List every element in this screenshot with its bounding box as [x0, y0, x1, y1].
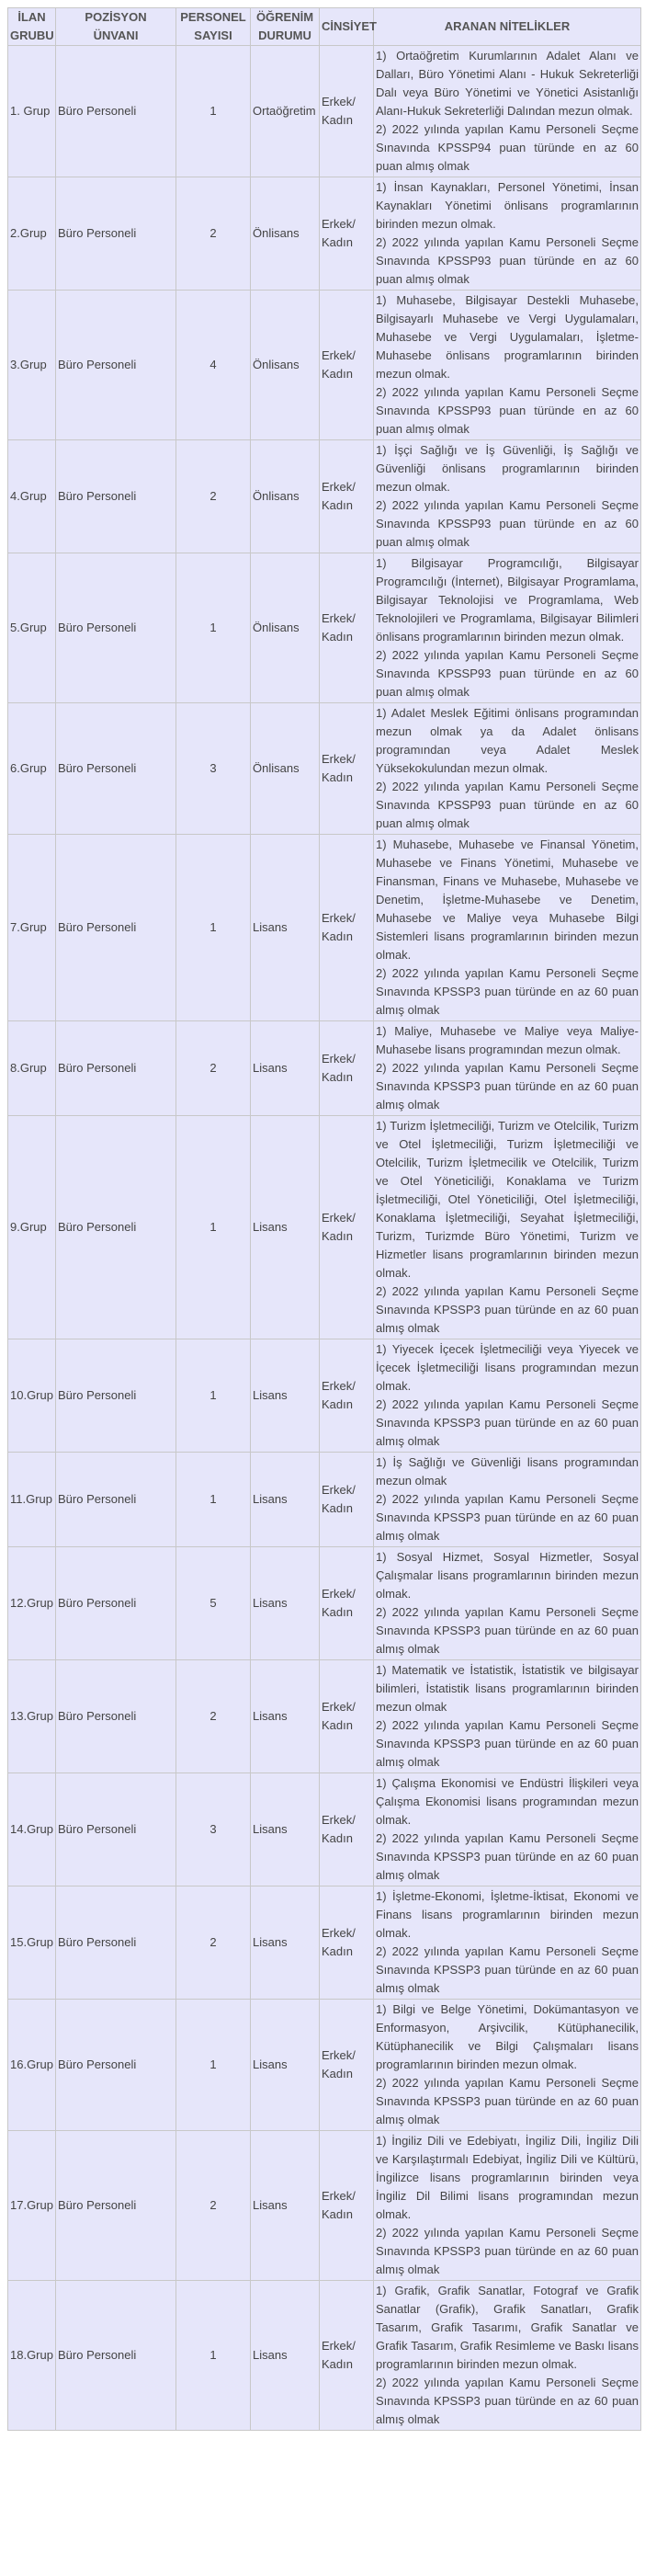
qualification-2: 2) 2022 yılında yapılan Kamu Personeli Seçme Sınavında KPSSP3 puan türünde en az 60 puan almış olmak [376, 966, 639, 1017]
cell-ilan-grubu: 8.Grup [8, 1021, 56, 1116]
cell-cinsiyet [320, 177, 374, 291]
qualification-2: 2) 2022 yılında yapılan Kamu Personeli Seçme Sınavında KPSSP3 puan türünde en az 60 puan almış olmak [376, 2376, 639, 2426]
cell-aranan-nitelikler [374, 2131, 641, 2281]
cell-personel-sayisi: 3 [176, 1773, 251, 1886]
cell-ilan-grubu: 11.Grup [8, 1453, 56, 1547]
qualification-1: 1) Bilgi ve Belge Yönetimi, Dokümantasyon ve Enformasyon, Arşivcilik, Kütüphanecilik, Kütüphanecilik ve Bilgi Çalışmaları lisans programlarının birinden mezun olmak. [376, 2002, 639, 2071]
cell-ogrenim-durumu: Önlisans [251, 703, 320, 835]
cell-cinsiyet [320, 1021, 374, 1116]
cell-ogrenim-durumu: Lisans [251, 1773, 320, 1886]
cell-personel-sayisi: 2 [176, 177, 251, 291]
table-row [8, 291, 641, 440]
table-row [8, 1339, 641, 1453]
gender-line: Kadın [322, 630, 353, 644]
cell-personel-sayisi: 2 [176, 1886, 251, 2000]
header-line: İLAN [17, 10, 46, 24]
cell-aranan-nitelikler [374, 1660, 641, 1773]
qualification-1: 1) Turizm İşletmeciliği, Turizm ve Otelcilik, Turizm ve Otel İşletmeciliği, Turizm İşletmeciliği ve Otelcilik, Turizm İşletmecilik ve Otelcilik, Turizm ve Otel Yöneticiliği, Konaklama ve Turizm İşletmeciliği, Otel Yöneticiliği, Otel İşletmeciliği, Konaklama İşletmeciliği, Seyahat İşletmeciliği, Turizm, Turizmde Büro Yönetimi, Turizm ve Hizmetler lisans programlarının birinden mezun olmak. [376, 1119, 639, 1280]
qualification-1: 1) Sosyal Hizmet, Sosyal Hizmetler, Sosyal Çalışmalar lisans programlarının birinden mezun olmak. [376, 1550, 639, 1601]
table-row [8, 177, 641, 291]
gender-line: Kadın [322, 1070, 353, 1084]
cell-ogrenim-durumu: Lisans [251, 2000, 320, 2131]
qualification-2: 2) 2022 yılında yapılan Kamu Personeli Seçme Sınavında KPSSP3 puan türünde en az 60 puan almış olmak [376, 1492, 639, 1543]
gender-line: Kadın [322, 2357, 353, 2371]
cell-ilan-grubu: 13.Grup [8, 1660, 56, 1773]
table-row [8, 2281, 641, 2431]
qualification-1: 1) İnsan Kaynakları, Personel Yönetimi, İnsan Kaynakları Yönetimi önlisans programlarının birinden mezun olmak. [376, 180, 639, 231]
table-row [8, 46, 641, 177]
cell-ilan-grubu: 17.Grup [8, 2131, 56, 2281]
cell-aranan-nitelikler [374, 553, 641, 703]
qualification-2: 2) 2022 yılında yapılan Kamu Personeli Seçme Sınavında KPSSP3 puan türünde en az 60 puan almış olmak [376, 1718, 639, 1769]
cell-ogrenim-durumu: Ortaöğretim [251, 46, 320, 177]
header-line: SAYISI [194, 28, 232, 42]
cell-aranan-nitelikler [374, 46, 641, 177]
cell-personel-sayisi: 4 [176, 291, 251, 440]
cell-aranan-nitelikler [374, 1021, 641, 1116]
cell-personel-sayisi: 1 [176, 553, 251, 703]
qualification-1: 1) Çalışma Ekonomisi ve Endüstri İlişkileri veya Çalışma Ekonomisi lisans programından mezun olmak. [376, 1776, 639, 1827]
header-cinsiyet [320, 8, 377, 46]
cell-aranan-nitelikler [374, 1886, 641, 2000]
cell-cinsiyet [320, 1339, 374, 1453]
cell-cinsiyet [320, 553, 374, 703]
cell-pozisyon-unvani: Büro Personeli [56, 177, 176, 291]
cell-cinsiyet [320, 1886, 374, 2000]
table-row [8, 703, 641, 835]
qualification-2: 2) 2022 yılında yapılan Kamu Personeli Seçme Sınavında KPSSP3 puan türünde en az 60 puan almış olmak [376, 1061, 639, 1111]
cell-pozisyon-unvani: Büro Personeli [56, 703, 176, 835]
cell-personel-sayisi: 1 [176, 46, 251, 177]
qualification-1: 1) İngiliz Dili ve Edebiyatı, İngiliz Dili, İngiliz Dili ve Karşılaştırmalı Edebiyat, İngiliz Dili ve Kültürü, İngilizce lisans programlarının birinden veya İngiliz Dil Bilimi lisans programından mezun olmak. [376, 2134, 639, 2221]
cell-ilan-grubu: 3.Grup [8, 291, 56, 440]
cell-ilan-grubu: 14.Grup [8, 1773, 56, 1886]
cell-ogrenim-durumu: Lisans [251, 1116, 320, 1339]
qualification-2: 2) 2022 yılında yapılan Kamu Personeli Seçme Sınavında KPSSP3 puan türünde en az 60 puan almış olmak [376, 1397, 639, 1448]
qualification-2: 2) 2022 yılında yapılan Kamu Personeli Seçme Sınavında KPSSP3 puan türünde en az 60 puan almış olmak [376, 1944, 639, 1995]
table-row [8, 1453, 641, 1547]
gender-line: Kadın [322, 770, 353, 784]
gender-line: Erkek/ [322, 217, 356, 231]
table-row [8, 553, 641, 703]
qualification-1: 1) Adalet Meslek Eğitimi önlisans programından mezun olmak ya da Adalet önlisans programından veya Adalet Meslek Yüksekokulundan mezun olmak. [376, 706, 639, 775]
cell-ogrenim-durumu: Lisans [251, 1453, 320, 1547]
table-header-row [8, 8, 641, 46]
cell-ilan-grubu: 9.Grup [8, 1116, 56, 1339]
gender-line: Erkek/ [322, 1926, 356, 1940]
cell-cinsiyet [320, 440, 374, 553]
qualification-1: 1) Maliye, Muhasebe ve Maliye veya Maliye-Muhasebe lisans programından mezun olmak. [376, 1024, 639, 1056]
gender-line: Kadın [322, 1501, 353, 1515]
cell-aranan-nitelikler [374, 2000, 641, 2131]
gender-line: Erkek/ [322, 1379, 356, 1393]
cell-personel-sayisi: 1 [176, 835, 251, 1021]
cell-aranan-nitelikler [374, 177, 641, 291]
qualification-2: 2) 2022 yılında yapılan Kamu Personeli Seçme Sınavında KPSSP3 puan türünde en az 60 puan almış olmak [376, 1605, 639, 1656]
cell-ogrenim-durumu: Önlisans [251, 440, 320, 553]
header-line: ARANAN NİTELİKLER [444, 19, 571, 33]
cell-ogrenim-durumu: Lisans [251, 1886, 320, 2000]
cell-ogrenim-durumu: Önlisans [251, 291, 320, 440]
gender-line: Erkek/ [322, 2339, 356, 2353]
qualification-1: 1) Bilgisayar Programcılığı, Bilgisayar Programcılığı (İnternet), Bilgisayar Programlama, Bilgisayar Teknolojisi ve Programlama, Web Teknolojileri ve Programlama, Bilgisayar Bilimleri önlisans programlarının birinden mezun olmak. [376, 556, 639, 644]
qualification-1: 1) Grafik, Grafik Sanatlar, Fotograf ve Grafik Sanatlar (Grafik), Grafik Sanatları, Grafik Tasarım, Grafik Tasarımı, Grafik Sanatlar ve Grafik Tasarım, Grafik Resimleme ve Baskı lisans programlarının birinden mezun olmak. [376, 2284, 639, 2371]
cell-personel-sayisi: 1 [176, 1339, 251, 1453]
qualification-1: 1) Muhasebe, Bilgisayar Destekli Muhasebe, Bilgisayarlı Muhasebe ve Vergi Uygulamaları, Muhasebe ve Vergi Uygulamaları, İşletme-Muhasebe önlisans programlarının birinden mezun olmak. [376, 293, 639, 381]
qualification-2: 2) 2022 yılında yapılan Kamu Personeli Seçme Sınavında KPSSP3 puan türünde en az 60 puan almış olmak [376, 1284, 639, 1335]
cell-aranan-nitelikler [374, 440, 641, 553]
gender-line: Kadın [322, 1718, 353, 1732]
header-line: CİNSİYET [322, 19, 377, 33]
gender-line: Kadın [322, 113, 353, 127]
cell-pozisyon-unvani: Büro Personeli [56, 1886, 176, 2000]
cell-cinsiyet [320, 2000, 374, 2131]
cell-ogrenim-durumu: Lisans [251, 1660, 320, 1773]
cell-ogrenim-durumu: Lisans [251, 1021, 320, 1116]
gender-line: Erkek/ [322, 611, 356, 625]
cell-ilan-grubu: 18.Grup [8, 2281, 56, 2431]
gender-line: Kadın [322, 1944, 353, 1958]
cell-aranan-nitelikler [374, 703, 641, 835]
gender-line: Erkek/ [322, 1211, 356, 1225]
header-line: DURUMU [258, 28, 311, 42]
cell-ilan-grubu: 15.Grup [8, 1886, 56, 2000]
table-row [8, 1547, 641, 1660]
cell-aranan-nitelikler [374, 1773, 641, 1886]
header-personel-sayisi [176, 8, 251, 46]
qualification-1: 1) Ortaöğretim Kurumlarının Adalet Alanı ve Dalları, Büro Yönetimi Alanı - Hukuk Sekreterliği Dalı veya Büro Yönetimi ve Yönetici Asistanlığı Alanı-Hukuk Sekreterliği Dalından mezun olmak. [376, 49, 639, 118]
cell-personel-sayisi: 2 [176, 2131, 251, 2281]
cell-personel-sayisi: 5 [176, 1547, 251, 1660]
cell-cinsiyet [320, 2131, 374, 2281]
cell-ilan-grubu: 1. Grup [8, 46, 56, 177]
gender-line: Kadın [322, 367, 353, 381]
qualification-2: 2) 2022 yılında yapılan Kamu Personeli Seçme Sınavında KPSSP94 puan türünde en az 60 puan almış olmak [376, 122, 639, 173]
gender-line: Erkek/ [322, 2048, 356, 2062]
cell-personel-sayisi: 2 [176, 440, 251, 553]
table-row [8, 2131, 641, 2281]
gender-line: Erkek/ [322, 911, 356, 925]
cell-ogrenim-durumu: Lisans [251, 2131, 320, 2281]
cell-ogrenim-durumu: Lisans [251, 1547, 320, 1660]
cell-personel-sayisi: 1 [176, 1453, 251, 1547]
cell-aranan-nitelikler [374, 1547, 641, 1660]
header-line: GRUBU [10, 28, 54, 42]
qualification-1: 1) İş Sağlığı ve Güvenliği lisans programından mezun olmak [376, 1455, 639, 1487]
cell-pozisyon-unvani: Büro Personeli [56, 1339, 176, 1453]
gender-line: Erkek/ [322, 1587, 356, 1601]
cell-personel-sayisi: 2 [176, 1021, 251, 1116]
cell-aranan-nitelikler [374, 2281, 641, 2431]
cell-cinsiyet [320, 835, 374, 1021]
cell-ogrenim-durumu: Önlisans [251, 553, 320, 703]
header-line: ÜNVANI [93, 28, 139, 42]
cell-pozisyon-unvani: Büro Personeli [56, 1021, 176, 1116]
gender-line: Erkek/ [322, 2189, 356, 2203]
cell-aranan-nitelikler [374, 835, 641, 1021]
qualification-2: 2) 2022 yılında yapılan Kamu Personeli Seçme Sınavında KPSSP3 puan türünde en az 60 puan almış olmak [376, 2076, 639, 2126]
cell-ogrenim-durumu: Lisans [251, 835, 320, 1021]
cell-pozisyon-unvani: Büro Personeli [56, 1116, 176, 1339]
table-row [8, 835, 641, 1021]
qualification-2: 2) 2022 yılında yapılan Kamu Personeli Seçme Sınavında KPSSP93 puan türünde en az 60 puan almış olmak [376, 498, 639, 549]
cell-cinsiyet [320, 291, 374, 440]
cell-aranan-nitelikler [374, 1453, 641, 1547]
cell-pozisyon-unvani: Büro Personeli [56, 1453, 176, 1547]
table-row [8, 1886, 641, 2000]
qualification-2: 2) 2022 yılında yapılan Kamu Personeli Seçme Sınavında KPSSP93 puan türünde en az 60 puan almış olmak [376, 780, 639, 830]
qualification-1: 1) Muhasebe, Muhasebe ve Finansal Yönetim, Muhasebe ve Finans Yönetimi, Muhasebe ve Finansman, Finans ve Muhasebe, Muhasebe ve Denetim, İşletme-Muhasebe ve Denetim, Muhasebe ve Maliye veya Muhasebe Bilgi Sistemleri lisans programlarının birinden mezun olmak. [376, 838, 639, 962]
gender-line: Kadın [322, 1605, 353, 1619]
cell-personel-sayisi: 1 [176, 1116, 251, 1339]
cell-pozisyon-unvani: Büro Personeli [56, 835, 176, 1021]
cell-aranan-nitelikler [374, 291, 641, 440]
cell-pozisyon-unvani: Büro Personeli [56, 1660, 176, 1773]
cell-ogrenim-durumu: Önlisans [251, 177, 320, 291]
gender-line: Kadın [322, 929, 353, 943]
cell-ilan-grubu: 7.Grup [8, 835, 56, 1021]
cell-cinsiyet [320, 1773, 374, 1886]
gender-line: Erkek/ [322, 1052, 356, 1066]
cell-personel-sayisi: 1 [176, 2281, 251, 2431]
cell-ogrenim-durumu: Lisans [251, 2281, 320, 2431]
qualification-2: 2) 2022 yılında yapılan Kamu Personeli Seçme Sınavında KPSSP93 puan türünde en az 60 puan almış olmak [376, 648, 639, 699]
cell-pozisyon-unvani: Büro Personeli [56, 2281, 176, 2431]
cell-cinsiyet [320, 1116, 374, 1339]
cell-ilan-grubu: 5.Grup [8, 553, 56, 703]
header-line: ÖĞRENİM [255, 10, 314, 24]
gender-line: Kadın [322, 498, 353, 512]
cell-aranan-nitelikler [374, 1339, 641, 1453]
cell-ilan-grubu: 16.Grup [8, 2000, 56, 2131]
qualification-2: 2) 2022 yılında yapılan Kamu Personeli Seçme Sınavında KPSSP3 puan türünde en az 60 puan almış olmak [376, 2226, 639, 2276]
qualification-1: 1) Matematik ve İstatistik, İstatistik ve bilgisayar bilimleri, İstatistik lisans programlarının birinden mezun olmak [376, 1663, 639, 1714]
qualification-2: 2) 2022 yılında yapılan Kamu Personeli Seçme Sınavında KPSSP3 puan türünde en az 60 puan almış olmak [376, 1831, 639, 1882]
cell-pozisyon-unvani: Büro Personeli [56, 2131, 176, 2281]
cell-cinsiyet [320, 1660, 374, 1773]
cell-personel-sayisi: 3 [176, 703, 251, 835]
cell-ogrenim-durumu: Lisans [251, 1339, 320, 1453]
gender-line: Erkek/ [322, 480, 356, 494]
table-row [8, 1021, 641, 1116]
qualification-2: 2) 2022 yılında yapılan Kamu Personeli Seçme Sınavında KPSSP93 puan türünde en az 60 puan almış olmak [376, 235, 639, 286]
gender-line: Kadın [322, 235, 353, 249]
qualification-1: 1) İşçi Sağlığı ve İş Güvenliği, İş Sağlığı ve Güvenliği önlisans programlarının birinden mezun olmak. [376, 443, 639, 494]
header-line: POZİSYON [85, 10, 147, 24]
cell-ilan-grubu: 12.Grup [8, 1547, 56, 1660]
cell-ilan-grubu: 6.Grup [8, 703, 56, 835]
gender-line: Erkek/ [322, 348, 356, 362]
job-listings-table [7, 7, 641, 2431]
cell-aranan-nitelikler [374, 1116, 641, 1339]
cell-pozisyon-unvani: Büro Personeli [56, 1773, 176, 1886]
gender-line: Kadın [322, 1397, 353, 1411]
header-ilan-grubu [8, 8, 56, 46]
cell-cinsiyet [320, 1547, 374, 1660]
table-row [8, 1116, 641, 1339]
header-line: PERSONEL [180, 10, 246, 24]
cell-pozisyon-unvani: Büro Personeli [56, 1547, 176, 1660]
cell-cinsiyet [320, 1453, 374, 1547]
gender-line: Kadın [322, 2207, 353, 2221]
gender-line: Erkek/ [322, 752, 356, 766]
qualification-2: 2) 2022 yılında yapılan Kamu Personeli Seçme Sınavında KPSSP93 puan türünde en az 60 puan almış olmak [376, 385, 639, 436]
cell-cinsiyet [320, 703, 374, 835]
gender-line: Erkek/ [322, 1700, 356, 1714]
cell-cinsiyet [320, 2281, 374, 2431]
gender-line: Erkek/ [322, 95, 356, 108]
cell-pozisyon-unvani: Büro Personeli [56, 553, 176, 703]
header-aranan-nitelikler [374, 8, 641, 46]
qualification-1: 1) İşletme-Ekonomi, İşletme-İktisat, Ekonomi ve Finans lisans programlarının birinden mezun olmak. [376, 1889, 639, 1940]
cell-pozisyon-unvani: Büro Personeli [56, 2000, 176, 2131]
table-row [8, 1773, 641, 1886]
gender-line: Erkek/ [322, 1483, 356, 1497]
table-row [8, 1660, 641, 1773]
gender-line: Kadın [322, 1229, 353, 1243]
cell-pozisyon-unvani: Büro Personeli [56, 291, 176, 440]
cell-ilan-grubu: 4.Grup [8, 440, 56, 553]
header-ogrenim-durumu [251, 8, 320, 46]
gender-line: Kadın [322, 2067, 353, 2080]
gender-line: Erkek/ [322, 1813, 356, 1827]
cell-personel-sayisi: 1 [176, 2000, 251, 2131]
cell-personel-sayisi: 2 [176, 1660, 251, 1773]
table-body [8, 46, 641, 2431]
table-row [8, 440, 641, 553]
header-pozisyon-unvani [56, 8, 176, 46]
cell-pozisyon-unvani: Büro Personeli [56, 46, 176, 177]
cell-pozisyon-unvani: Büro Personeli [56, 440, 176, 553]
table-row [8, 2000, 641, 2131]
gender-line: Kadın [322, 1831, 353, 1845]
cell-ilan-grubu: 2.Grup [8, 177, 56, 291]
cell-ilan-grubu: 10.Grup [8, 1339, 56, 1453]
qualification-1: 1) Yiyecek İçecek İşletmeciliği veya Yiyecek ve İçecek İşletmeciliği lisans programından mezun olmak. [376, 1342, 639, 1393]
cell-cinsiyet [320, 46, 374, 177]
